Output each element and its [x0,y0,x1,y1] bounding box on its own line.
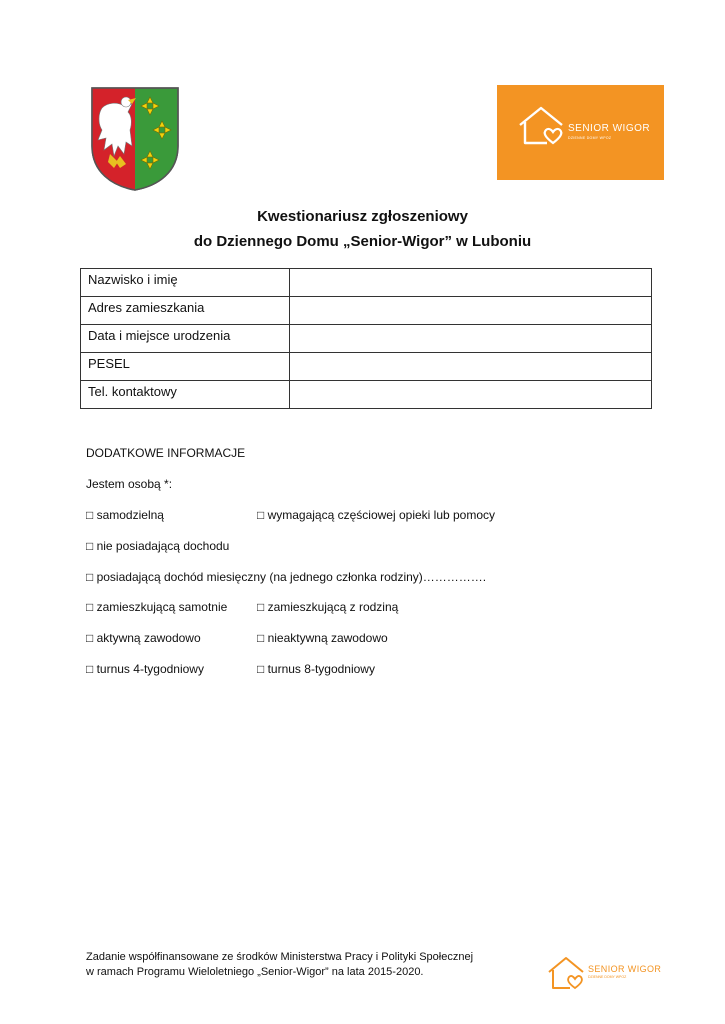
senior-wigor-logo [497,85,664,180]
option-turnus4-checkbox[interactable]: □ turnus 4-tygodniowy [86,662,204,676]
logo-brand-text: SENIOR WIGOR [568,123,651,134]
option-bez-dochodu-checkbox[interactable]: □ nie posiadającą dochodu [86,539,230,553]
row-label: Data i miejsce urodzenia [81,325,290,353]
form-title: Kwestionariusz zgłoszeniowy [257,208,468,225]
footer-senior-wigor-logo [546,955,662,991]
table-row [81,353,652,381]
footer-logo-text: SENIOR WIGOR [588,964,662,974]
table-row [81,269,652,297]
row-value-field[interactable] [290,269,652,297]
row-value-field[interactable] [290,297,652,325]
additional-info-heading: DODATKOWE INFORMACJE [86,446,246,460]
form-subtitle: do Dziennego Domu „Senior-Wigor” w Luboniu [193,233,532,250]
option-z-dochodem-checkbox[interactable]: □ posiadającą dochód miesięczny (na jednego członka rodziny)……………. [86,570,487,584]
logo-subtitle: DZIENNE DOMY WPOZ [568,136,612,140]
footer-line-2: w ramach Programu Wieloletniego „Senior-Wigor” na lata 2015-2020. [86,966,424,978]
intro-text: Jestem osobą *: [86,477,173,491]
option-samodzielna-checkbox[interactable]: □ samodzielną [86,508,164,522]
row-label: Adres zamieszkania [81,297,290,325]
row-value-field[interactable] [290,325,652,353]
coat-of-arms-emblem [88,86,182,192]
option-samotnie-checkbox[interactable]: □ zamieszkującą samotnie [86,600,228,614]
row-label: Tel. kontaktowy [81,381,290,409]
option-nieaktywna-checkbox[interactable]: □ nieaktywną zawodowo [257,631,388,645]
house-heart-icon [517,105,565,145]
footer-logo-subtitle: DZIENNE DOMY WPOZ [588,975,627,979]
table-row [81,297,652,325]
footer-line-1: Zadanie współfinansowane ze środków Ministerstwa Pracy i Polityki Społecznej [86,951,474,963]
row-label: PESEL [81,353,290,381]
personal-data-table [80,268,652,409]
house-heart-icon [546,955,586,991]
option-turnus8-checkbox[interactable]: □ turnus 8-tygodniowy [257,662,375,676]
table-row [81,381,652,409]
row-value-field[interactable] [290,381,652,409]
option-wymagajaca-checkbox[interactable]: □ wymagającą częściowej opieki lub pomocy [257,508,496,522]
table-row [81,325,652,353]
option-aktywna-checkbox[interactable]: □ aktywną zawodowo [86,631,201,645]
row-value-field[interactable] [290,353,652,381]
option-z-rodzina-checkbox[interactable]: □ zamieszkującą z rodziną [257,600,399,614]
row-label: Nazwisko i imię [81,269,290,297]
